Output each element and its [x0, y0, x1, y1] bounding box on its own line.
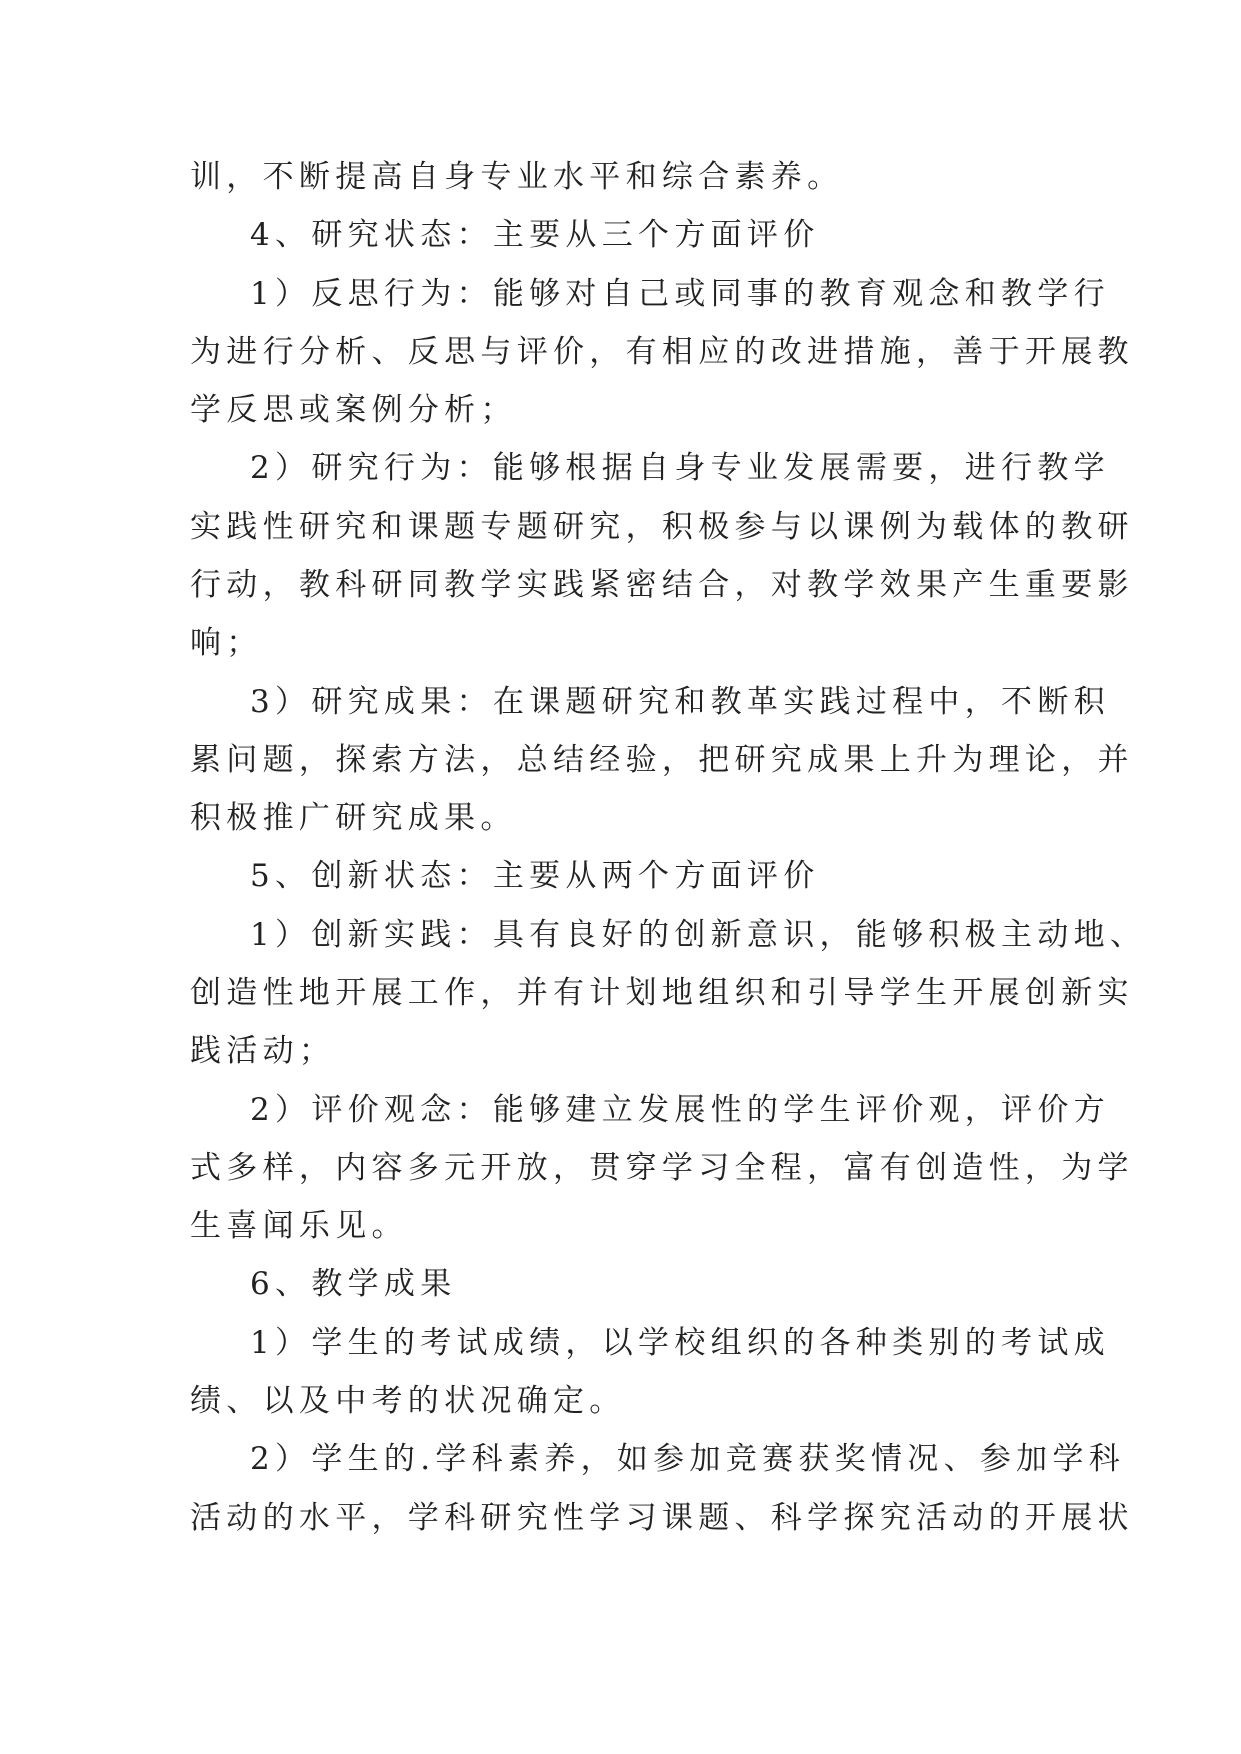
- text-line: 行动，教科研同教学实践紧密结合，对教学效果产生重要影: [190, 567, 1134, 603]
- text-line: 5、创新状态：主要从两个方面评价: [250, 858, 820, 894]
- text-line: 践活动；: [190, 1033, 336, 1069]
- text-line: 1）创新实践：具有良好的创新意识，能够积极主动地、: [250, 917, 1147, 953]
- text-line: 为进行分析、反思与评价，有相应的改进措施，善于开展教: [190, 334, 1134, 370]
- text-line: 2）研究行为：能够根据自身专业发展需要，进行教学: [250, 450, 1110, 486]
- text-line: 2）评价观念：能够建立发展性的学生评价观，评价方: [250, 1092, 1110, 1128]
- text-line: 积极推广研究成果。: [190, 800, 517, 836]
- text-line: 学反思或案例分析；: [190, 392, 517, 428]
- text-line: 4、研究状态：主要从三个方面评价: [250, 217, 820, 253]
- text-line: 实践性研究和课题专题研究，积极参与以课例为载体的教研: [190, 509, 1134, 545]
- text-line: 3）研究成果：在课题研究和教革实践过程中，不断积: [250, 684, 1110, 720]
- text-line: 1）反思行为：能够对自己或同事的教育观念和教学行: [250, 276, 1110, 312]
- text-line: 响；: [190, 625, 263, 661]
- text-line: 活动的水平，学科研究性学习课题、科学探究活动的开展状: [190, 1500, 1134, 1536]
- text-line: 绩、以及中考的状况确定。: [190, 1383, 626, 1419]
- text-line: 训，不断提高自身专业水平和综合素养。: [190, 159, 844, 195]
- text-line: 1）学生的考试成绩，以学校组织的各种类别的考试成: [250, 1325, 1110, 1361]
- text-line: 累问题，探索方法，总结经验，把研究成果上升为理论，并: [190, 742, 1134, 778]
- text-line: 式多样，内容多元开放，贯穿学习全程，富有创造性，为学: [190, 1150, 1134, 1186]
- text-line: 2）学生的.学科素养，如参加竞赛获奖情况、参加学科: [250, 1441, 1126, 1477]
- text-line: 创造性地开展工作，并有计划地组织和引导学生开展创新实: [190, 975, 1134, 1011]
- text-line: 6、教学成果: [250, 1266, 457, 1302]
- text-line: 生喜闻乐见。: [190, 1208, 408, 1244]
